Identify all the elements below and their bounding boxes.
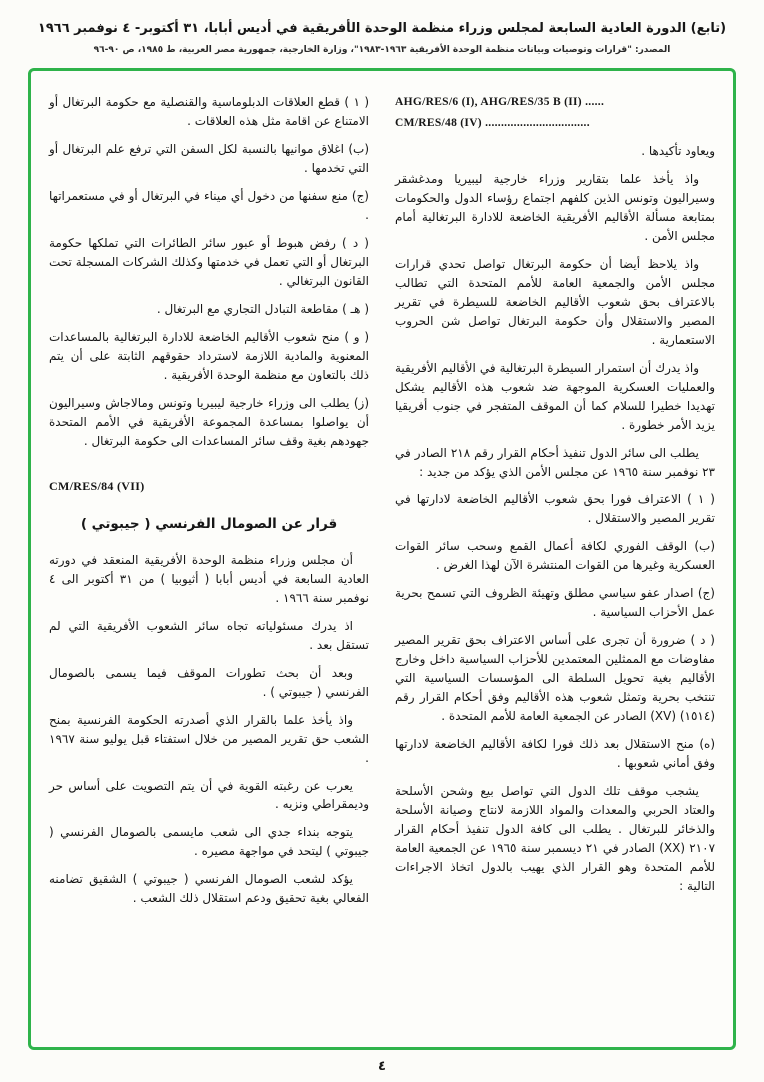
- list-item: (ه) منح الاستقلال بعد ذلك فورا لكافة الأقاليم الخاضعة لادارتها وفق أماني شعوبها .: [395, 736, 715, 770]
- list-item: (ج) اصدار عفو سياسي مطلق وتهيئة الظروف التي تسمح بحرية عمل الأحزاب السياسية .: [395, 586, 715, 620]
- list-item: ( ١ ) قطع العلاقات الدبلوماسية والقنصلية مع حكومة البرتغال أو الامتناع عن اقامة مثل هذه العلاقات .: [49, 95, 370, 129]
- paragraph: ويعاود تأكيدها .: [641, 144, 715, 159]
- list-item: ( ١ ) الاعتراف فورا بحق شعوب الأقاليم الخاضعة لادارتها في تقرير المصير والاستقلال .: [395, 492, 715, 526]
- paragraph: يطلب الى سائر الدول تنفيذ أحكام القرار رقم ٢١٨ الصادر في ٢٣ نوفمبر سنة ١٩٦٥ عن مجلس الأمن الذي يؤكد من جديد :: [395, 445, 715, 479]
- paragraph: يتوجه بنداء جدي الى شعب مايسمى بالصومال الفرنسي ( جيبوتي ) ليتحد في مواجهة مصيره .: [49, 825, 369, 859]
- list-item: ( و ) منح شعوب الأقاليم الخاضعة للادارة البرتغالية بالمساعدات المعنوية والمادية اللازمة لاسترداد حقوقهم الثابتة على أن يتم ذلك بالتعاون مع منظمة الوحدة الأفريقية .: [49, 329, 369, 382]
- resolution-reference-line: AHG/RES/6 (I), AHG/RES/35 B (II) ......: [395, 96, 605, 109]
- column-left: [49, 93, 369, 1033]
- resolution-reference: CM/RES/84 (VII): [49, 478, 145, 493]
- list-item: ( د ) رفض هبوط أو عبور سائر الطائرات التي تملكها حكومة البرتغال أو التي تعمل في خدمتها وكذلك الشركات المسجلة تحت القانون البرتغالي .: [49, 236, 369, 289]
- paragraph: واذ يدرك أن استمرار السيطرة البرتغالية في الأقاليم الأفريقية والعمليات العسكرية الموجهة ضد شعوب هذه الأقاليم يشكل تهديدا خطيرا للسلام كما أن الموقف المتفجر في جنوب أفريقيا يزيد الأمر خطورة .: [395, 360, 715, 432]
- page-footer: [28, 1050, 736, 1074]
- page-number: ٤: [378, 1059, 386, 1074]
- paragraph: اذ يدرك مسئولياته تجاه سائر الشعوب الأفريقية التي لم تستقل بعد .: [49, 618, 369, 652]
- resolution-title: قرار عن الصومال الفرنسي ( جيبوتي ): [80, 515, 338, 532]
- paragraph: وبعد أن بحث تطورات الموقف فيما يسمى بالصومال الفرنسي ( جيبوتي ) .: [49, 665, 369, 699]
- resolution-reference-line: CM/RES/48 (IV) .................................: [395, 116, 590, 129]
- paragraph: يعرب عن رغبته القوية في أن يتم التصويت على أساس حر وديمقراطي ونزيه .: [49, 778, 369, 812]
- two-column-layout: [49, 93, 715, 1033]
- paragraph: يؤكد لشعب الصومال الفرنسي ( جيبوتي ) الشقيق تضامنه الفعالي بغية تحقيق ودعم استقلال ذلك الشعب .: [49, 872, 369, 906]
- list-item: (ب) اغلاق موانيها بالنسبة لكل السفن التي ترفع علم البرتغال أو التي تخدمها .: [49, 142, 369, 176]
- paragraph: واذ يأخذ علما بتقارير وزراء خارجية ليبيريا ومدغشقر وسيراليون وتونس الذين كلفهم اجتماع رؤساء الدول والحكومات بمتابعة مسألة الأقاليم الأفريقية الخاضعة للادارة البرتغالية أمام مجلس الأمن .: [395, 172, 715, 244]
- document-title: (تابع) الدورة العادية السابعة لمجلس وزراء منظمة الوحدة الأفريقية في أديس أبابا، ٣١ أكتوبر- ٤ نوفمبر ١٩٦٦: [37, 21, 727, 36]
- paragraph: واذ يأخذ علما بالقرار الذي أصدرته الحكومة الفرنسية بمنح الشعب حق تقرير المصير من خلال استفتاء قبل يوليو سنة ١٩٦٧ .: [49, 712, 369, 765]
- document-source-line: المصدر: "قرارات وتوصيات وبيانات منظمة الوحدة الأفريقية ١٩٦٣-١٩٨٣"، وزارة الخارجية، جمهورية مصر العربية، ط ١٩٨٥، ص ٩٠-٩٦: [93, 44, 671, 55]
- document-header: [28, 20, 736, 56]
- list-item: (ب) الوقف الفوري لكافة أعمال القمع وسحب سائر القوات العسكرية وغيرها من القوات المنتشرة الآن لهذا الغرض .: [395, 539, 715, 573]
- content-frame: [28, 68, 736, 1050]
- paragraph: يشجب موقف تلك الدول التي تواصل بيع وشحن الأسلحة والعتاد الحربي والمعدات والمواد اللازمة لانتاج وصيانة الأسلحة والذخائر للبرتغال . يطلب الى كافة الدول تنفيذ أحكام القرار ٢١٠٧ (XX) الصادر في ٢١ ديسمبر سنة ١٩٦٥ عن الجمعية العامة للأمم المتحدة وهو القرار الذي يهيب بالدول اتخاذ الاجراءات التالية :: [395, 783, 716, 893]
- list-item: ( هـ ) مقاطعة التبادل التجاري مع البرتغال .: [156, 302, 369, 317]
- list-item: (ج) منع سفنها من دخول أي ميناء في البرتغال أو في مستعمراتها .: [49, 189, 369, 223]
- column-right: [395, 93, 715, 1033]
- list-item: ( د ) ضرورة أن تجرى على أساس الاعتراف بحق تقرير المصير مفاوضات مع الممثلين المعتمدين للأحزاب السياسية داخل وخارج الأقاليم بغية تحويل السلطة الى المؤسسات السياسية التي تنتخب بحرية وتمثل شعوب هذه الأقاليم وفق أحكام القرار رقم (١٥١٤) (XV) الصادر عن الجمعية العامة للأمم المتحدة .: [395, 633, 715, 723]
- paragraph: أن مجلس وزراء منظمة الوحدة الأفريقية المنعقد في دورته العادية السابعة في أديس أبابا ( أثيوبيا ) من ٣١ أكتوبر الى ٤ نوفمبر سنة ١٩٦٦ .: [49, 552, 369, 605]
- paragraph: واذ يلاحظ أيضا أن حكومة البرتغال تواصل تحدي قرارات مجلس الأمن والجمعية العامة للأمم المتحدة التي تطالب بالاعتراف بحق شعوب الأقاليم الخاضعة للسيطرة في تقرير المصير والاستقلال وأن حكومة البرتغال تواصل شن الحروب الاستعمارية .: [395, 256, 715, 347]
- list-item: (ز) يطلب الى وزراء خارجية ليبيريا وتونس ومالاجاش وسيراليون أن يواصلوا بمساعدة المجموعة الأفريقية في الأمم المتحدة جهودهم بغية وقف سائر المساعدات الى حكومة البرتغال .: [49, 395, 369, 448]
